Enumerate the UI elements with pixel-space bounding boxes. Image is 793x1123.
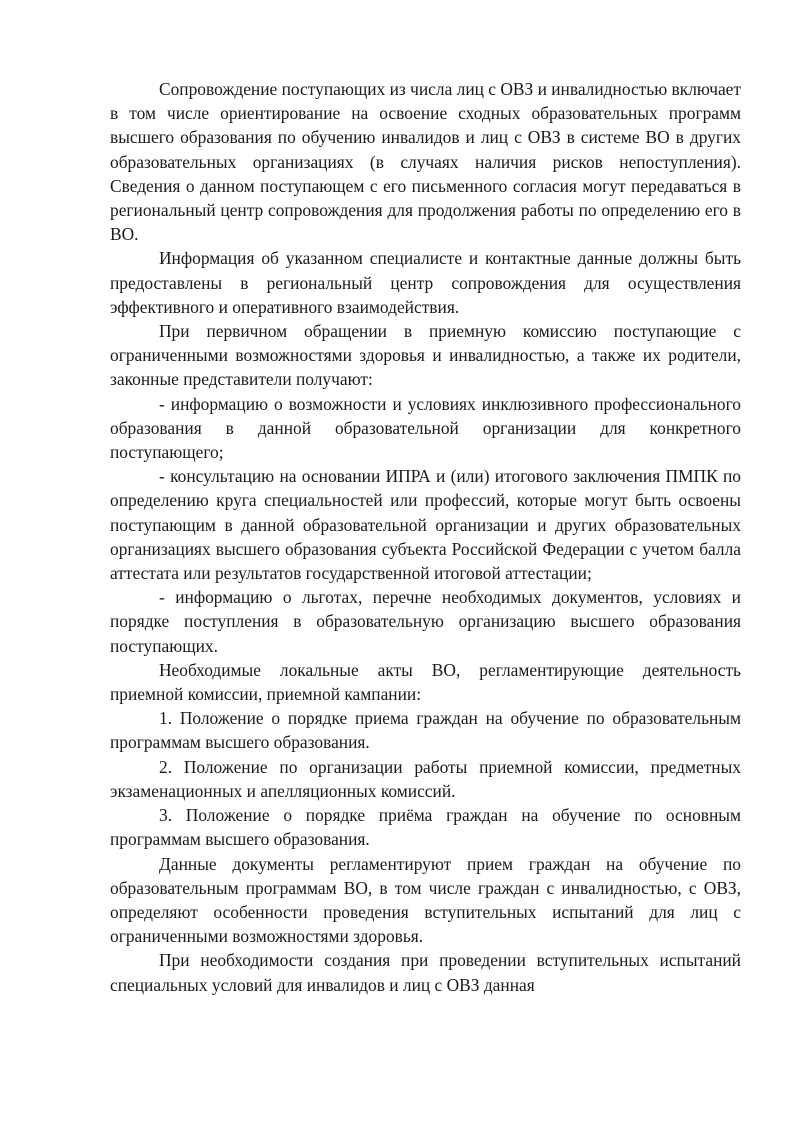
numbered-item-commission-regulation: 2. Положение по организации работы приемной комиссии, предметных экзаменационных и апелляционных комиссий.: [110, 756, 741, 801]
paragraph-local-acts: Необходимые локальные акты ВО, регламентирующие деятельность приемной комиссии, приемной кампании:: [110, 659, 741, 705]
document-page: [110, 77, 741, 997]
numbered-item-admission-regulation: 1. Положение о порядке приема граждан на обучение по образовательным программам высшего образования.: [110, 708, 741, 753]
paragraph-special-conditions: При необходимости создания при проведении вступительных испытаний специальных условий для инвалидов и лиц с ОВЗ данная: [110, 950, 741, 995]
list-item-inclusive-info: - информацию о возможности и условиях инклюзивного профессионального образования в данной образовательной организации для конкретного поступающего;: [110, 393, 741, 463]
list-item-benefits-info: - информацию о льготах, перечне необходимых документов, условиях и порядке поступления в образовательную организацию высшего образования поступающих.: [110, 587, 741, 656]
paragraph-specialist-info: Информация об указанном специалисте и контактные данные должны быть предоставлены в региональный центр сопровождения для осуществления эффективного и оперативного взаимодействия.: [110, 248, 741, 317]
numbered-item-basic-programs-regulation: 3. Положение о порядке приёма граждан на обучение по основным программам высшего образования.: [110, 805, 741, 850]
paragraph-support-intro: Сопровождение поступающих из числа лиц с ОВЗ и инвалидностью включает в том числе ориентирование на освоение сходных образовательных программ высшего образования по обучению инвалидов и лиц с ОВЗ в системе ВО в других образовательных организациях (в случаях наличия рисков непоступления). Сведения о данном поступающем с его письменного согласия могут передаваться в региональный центр сопровождения для продолжения работы по определению его в ВО.: [110, 79, 741, 245]
paragraph-first-contact: При первичном обращении в приемную комиссию поступающие с ограниченными возможностями здоровья и инвалидностью, а также их родители, законные представители получают:: [110, 321, 741, 390]
list-item-consultation: - консультацию на основании ИПРА и (или) итогового заключения ПМПК по определению круга специальностей или профессий, которые могут быть освоены поступающим в данной образовательной организации и других образовательных организациях высшего образования субъекта Российской Федерации с учетом балла аттестата или результатов государственной итоговой аттестации;: [110, 466, 741, 584]
paragraph-documents-regulate: Данные документы регламентируют прием граждан на обучение по образовательным программам ВО, в том числе граждан с инвалидностью, с ОВЗ, определяют особенности проведения вступительных испытаний для лиц с ограниченными возможностями здоровья.: [110, 853, 741, 947]
